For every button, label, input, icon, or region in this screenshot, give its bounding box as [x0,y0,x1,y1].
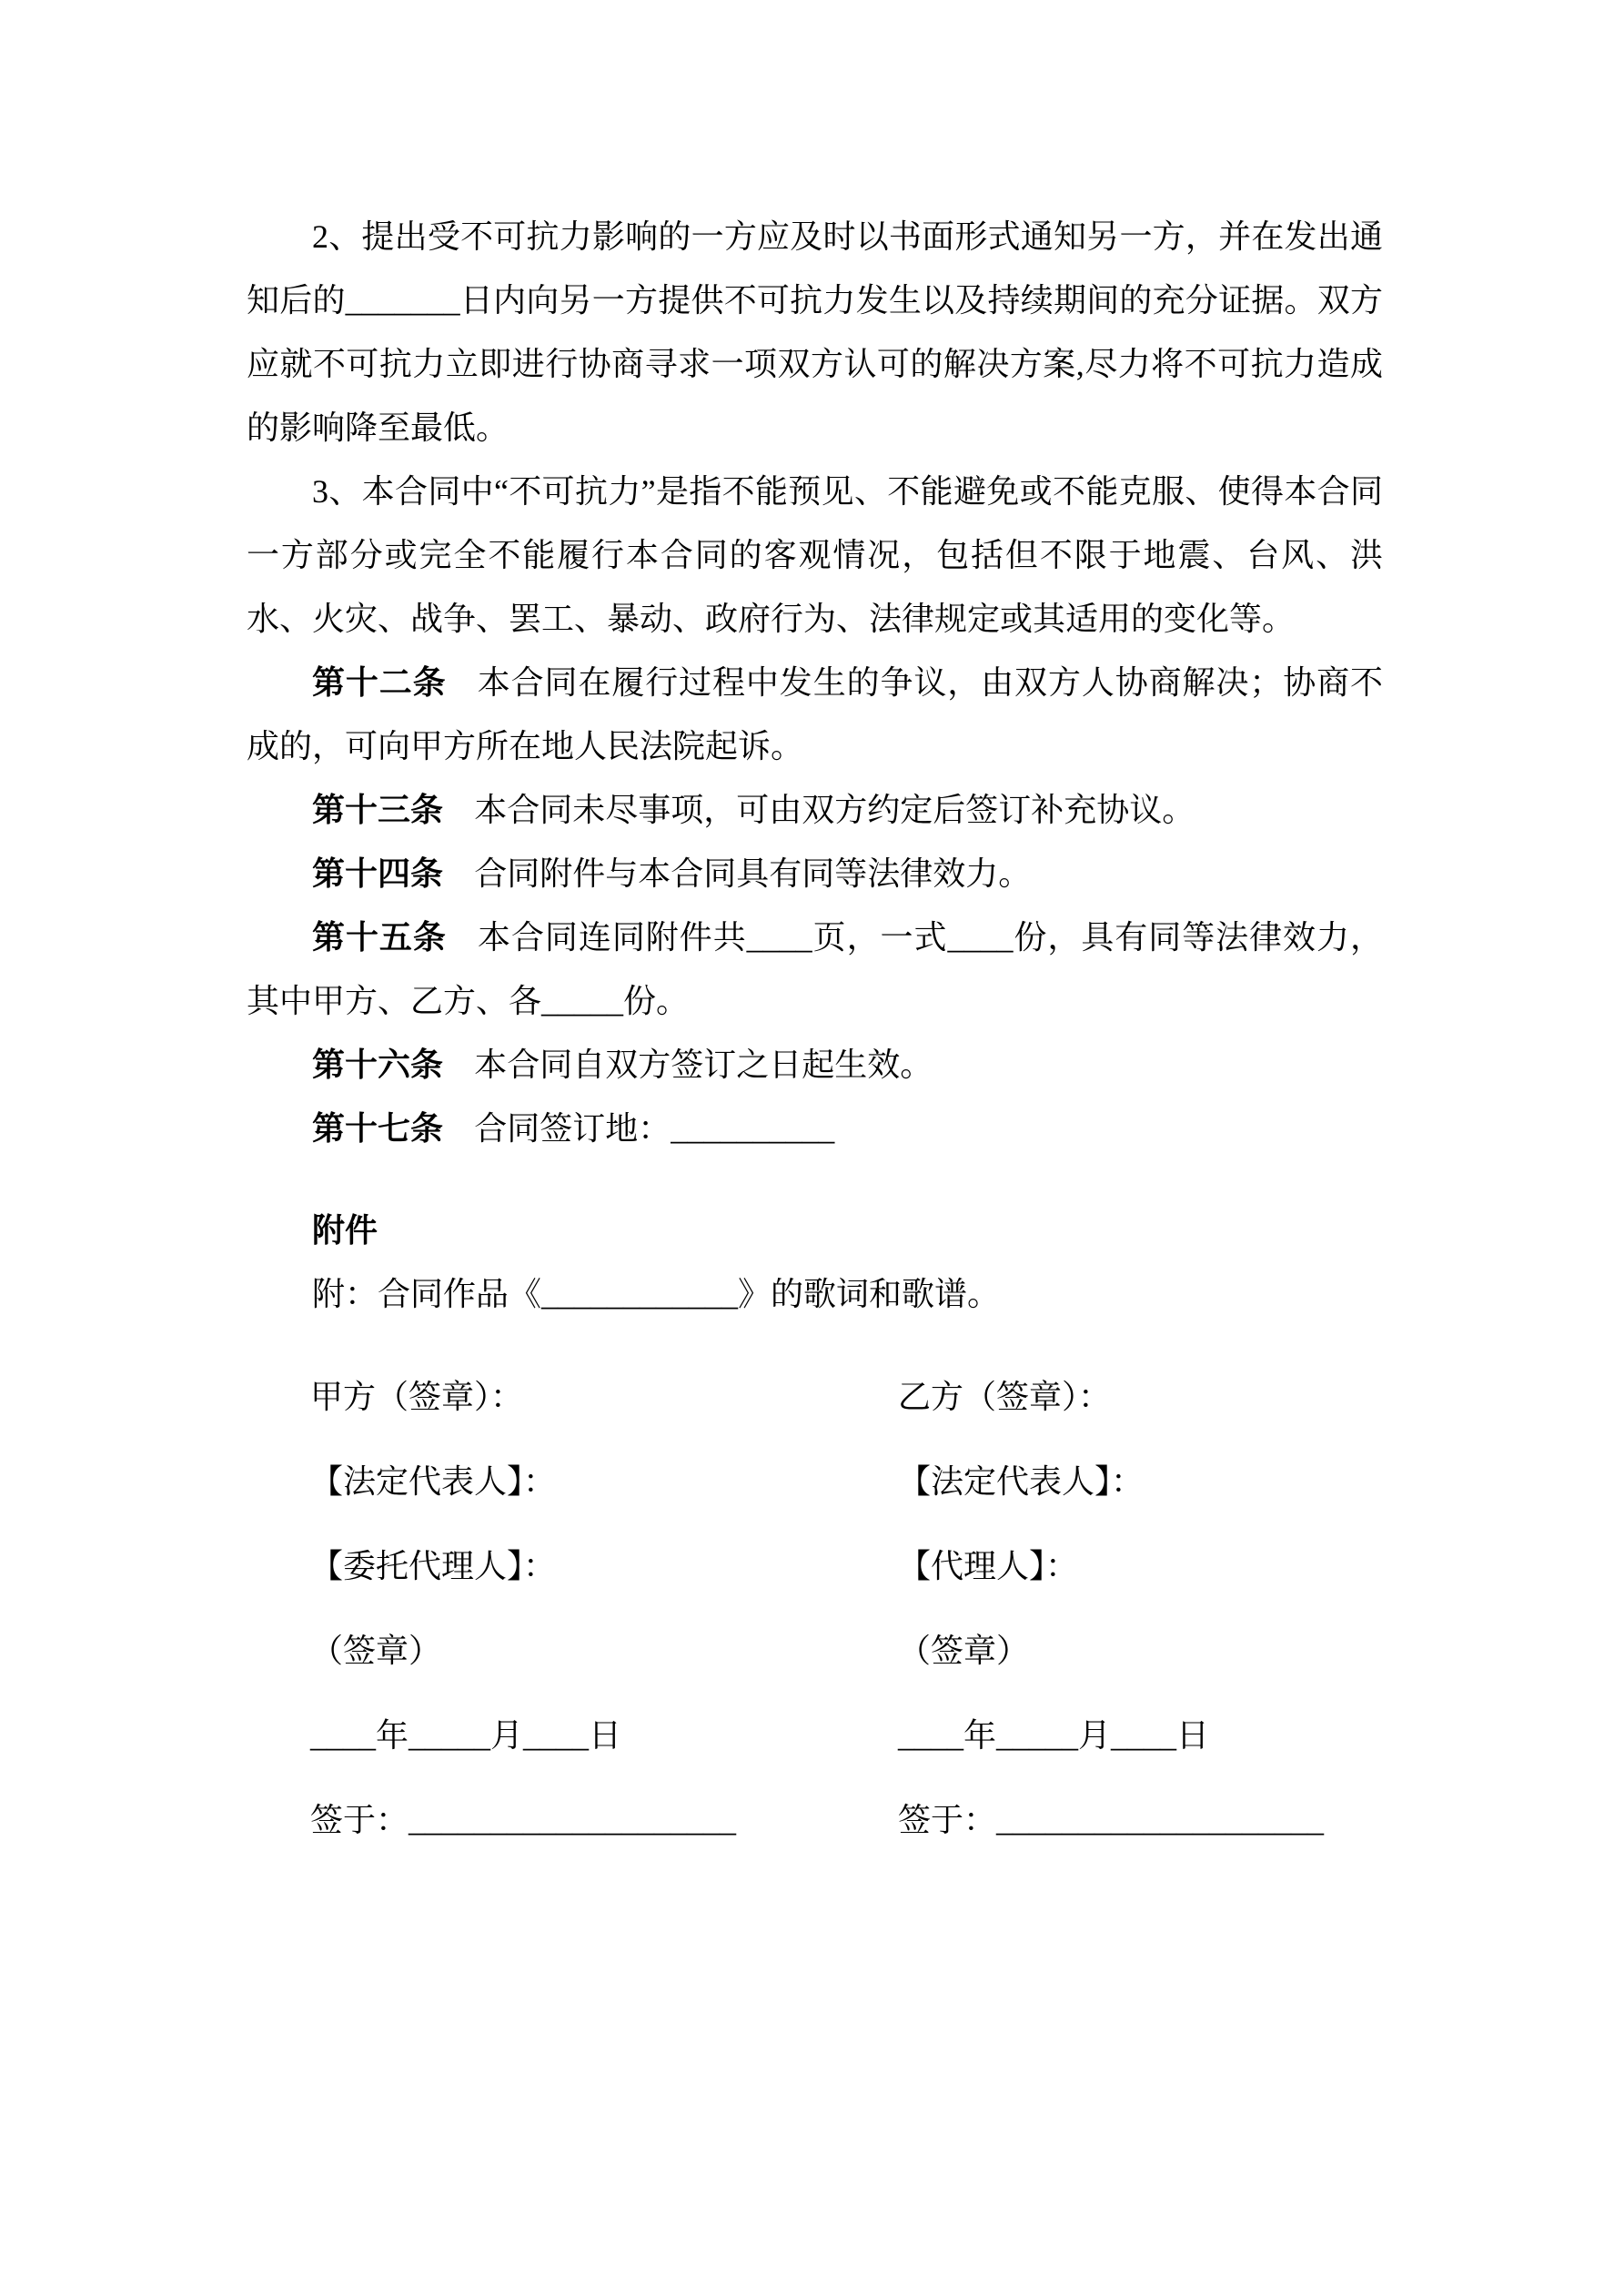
clause-16-label: 第十六条 [312,1047,444,1083]
clause-15 [247,905,1383,1033]
clause-15-text: 本合同连同附件共____页，一式____份，具有同等法律效力，其中甲方、乙方、各_____份。 [247,919,1383,1019]
party-a-date-line: ____年_____月____日 [310,1717,622,1754]
party-a-signature-block [247,1365,898,1873]
party-a-seal-label: （签章） [310,1633,442,1669]
party-b-legal-representative-label: 【法定代表人】： [898,1463,1145,1500]
clause-13-text: 本合同未尽事项，可由双方约定后签订补充协议。 [474,792,1195,828]
clause-14-text: 合同附件与本合同具有同等法律效力。 [474,855,1032,892]
party-b-signature-block [898,1365,1383,1873]
clause-14-label: 第十四条 [312,855,444,892]
party-a-entrusted-agent-label: 【委托代理人】： [310,1548,557,1584]
clause-17 [247,1097,1383,1160]
annex-heading: 附件 [312,1212,378,1249]
party-b-seal-label: （签章） [898,1633,1030,1669]
clause-12-text: 本合同在履行过程中发生的争议，由双方人协商解决；协商不成的，可向甲方所在地人民法院起诉。 [247,664,1383,764]
party-a-legal-representative-label: 【法定代表人】： [310,1463,557,1500]
clause-12 [247,651,1383,778]
party-b-agent-label: 【代理人】： [898,1548,1079,1584]
clause-15-label: 第十五条 [312,919,447,956]
signature-section [247,1365,1383,1873]
clause-12-label: 第十二条 [312,664,447,701]
clause-16 [247,1033,1383,1097]
clause-13 [247,778,1383,842]
clause-13-label: 第十三条 [312,792,444,828]
party-a-label: 甲方（签章）： [310,1379,524,1415]
clause-17-text: 合同签订地：__________ [474,1110,835,1147]
clause-16-text: 本合同自双方签订之日起生效。 [474,1047,933,1083]
clause-14 [247,842,1383,905]
force-majeure-definition-paragraph: 3、本合同中“不可抗力”是指不能预见、不能避免或不能克服、使得本合同一方部分或完全不能履行本合同的客观情况，包括但不限于地震、台风、洪水、火灾、战争、罢工、暴动、政府行为、法律规定或其适用的变化等。 [247,473,1383,637]
annex-line: 附：合同作品《____________》的歌词和歌谱。 [312,1276,1001,1312]
party-b-signed-at-line: 签于：____________________ [898,1802,1325,1838]
force-majeure-notice-paragraph: 2、提出受不可抗力影响的一方应及时以书面形式通知另一方，并在发出通知后的_______日内向另一方提供不可抗力发生以及持续期间的充分证据。双方应就不可抗力立即进行协商寻求一项双方认可的解决方案,尽力将不可抗力造成的影响降至最低。 [247,218,1383,446]
party-a-signed-at-line: 签于：____________________ [310,1802,737,1838]
party-b-label: 乙方（签章）： [898,1379,1112,1415]
party-b-date-line: ____年_____月____日 [898,1717,1210,1754]
clause-17-label: 第十七条 [312,1110,444,1147]
